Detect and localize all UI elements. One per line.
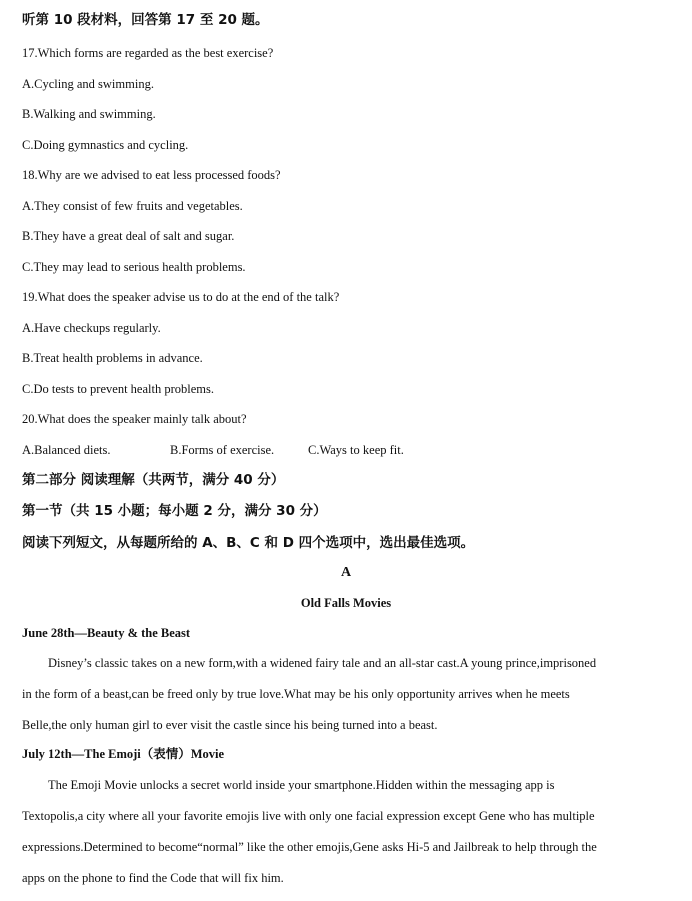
part2-instruction: 阅读下列短文，从每题所给的 A、B、C 和 D 四个选项中，选出最佳选项。 <box>22 535 475 551</box>
movie-1-line: Belle,the only human girl to ever visit the castle since his being turned into a beast. <box>22 718 438 732</box>
question-17-option-a: A.Cycling and swimming. <box>22 77 154 91</box>
movie-2-description <box>22 777 670 901</box>
question-18-option-b: B.They have a great deal of salt and sugar. <box>22 229 235 243</box>
question-19-option-b: B.Treat health problems in advance. <box>22 351 203 365</box>
question-19-option-c: C.Do tests to prevent health problems. <box>22 382 214 396</box>
movie-1-description <box>22 655 670 748</box>
question-20-option-b: B.Forms of exercise. <box>170 443 275 457</box>
question-19-stem: 19.What does the speaker advise us to do at the end of the talk? <box>22 290 340 304</box>
movie-2-line: apps on the phone to find the Code that will fix him. <box>22 871 284 885</box>
question-18-option-c: C.They may lead to serious health problems. <box>22 260 246 274</box>
question-18-stem: 18.Why are we advised to eat less processed foods? <box>22 168 281 182</box>
movie-1-line: Disney’s classic takes on a new form,with a widened fairy tale and an all-star cast.A young prince,imprisoned <box>48 656 597 670</box>
question-20-stem: 20.What does the speaker mainly talk about? <box>22 412 247 426</box>
movie-1-line: in the form of a beast,can be freed only by true love.What may be his only opportunity arrives when he meets <box>22 687 570 701</box>
section-intro: 听第 10 段材料，回答第 17 至 20 题。 <box>22 12 269 28</box>
part2-section1: 第一节（共 15 小题；每小题 2 分，满分 30 分） <box>22 503 327 519</box>
question-20-option-c: C.Ways to keep fit. <box>308 443 404 457</box>
question-20-options <box>22 442 670 458</box>
passage-letter: A <box>340 565 352 580</box>
question-17-stem: 17.Which forms are regarded as the best exercise? <box>22 46 274 60</box>
part2-heading: 第二部分 阅读理解（共两节，满分 40 分） <box>22 472 285 488</box>
question-20-option-a: A.Balanced diets. <box>22 443 111 457</box>
movie-2-line: expressions.Determined to become“normal” like the other emojis,Gene asks Hi-5 and Jailbreak to help through the <box>22 840 597 854</box>
movie-1-heading: June 28th—Beauty & the Beast <box>22 626 191 640</box>
movie-2-line: Textopolis,a city where all your favorite emojis live with only one facial expression except Gene who has multiple <box>22 809 595 823</box>
question-19-option-a: A.Have checkups regularly. <box>22 321 161 335</box>
question-17-option-b: B.Walking and swimming. <box>22 107 156 121</box>
question-17-option-c: C.Doing gymnastics and cycling. <box>22 138 189 152</box>
movie-2-line: The Emoji Movie unlocks a secret world inside your smartphone.Hidden within the messaging app is <box>48 778 555 792</box>
movie-2-heading: July 12th—The Emoji（表情）Movie <box>22 747 225 761</box>
passage-title: Old Falls Movies <box>300 596 392 610</box>
question-18-option-a: A.They consist of few fruits and vegetables. <box>22 199 243 213</box>
